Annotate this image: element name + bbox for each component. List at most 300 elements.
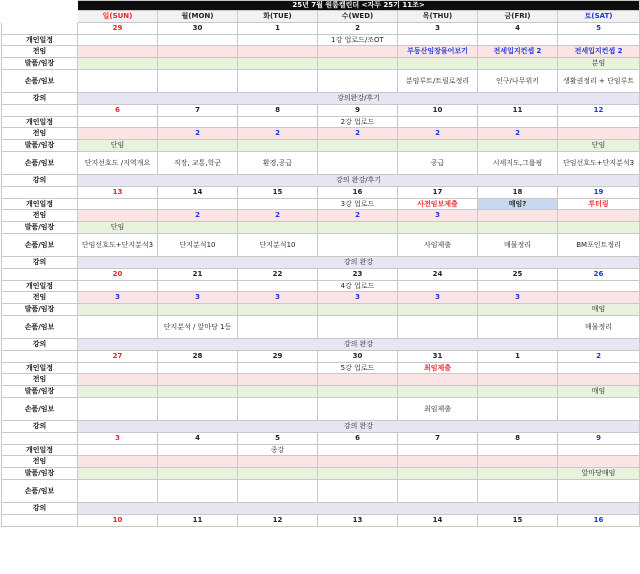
sz-cell[interactable]: 분임루트/트릴로정리 [398,70,478,93]
gd-cell[interactable] [478,222,558,234]
date-cell[interactable]: 7 [398,433,478,445]
gd-cell[interactable] [478,468,558,480]
date-cell[interactable]: 16 [558,515,640,527]
plan-cell[interactable] [398,281,478,292]
gd-cell[interactable]: 단임 [78,140,158,152]
gd-cell[interactable] [398,468,478,480]
pd-cell[interactable]: 전세입지컨셉 2 [478,46,558,58]
sz-cell[interactable]: 단지분석10 [158,234,238,257]
pd-cell[interactable]: 2 [478,128,558,140]
gd-cell[interactable] [398,222,478,234]
date-cell[interactable]: 20 [78,269,158,281]
pd-cell[interactable] [158,374,238,386]
gd-row [2,304,640,316]
pd-cell[interactable] [238,456,318,468]
pd-cell[interactable]: 2 [238,128,318,140]
pd-cell[interactable] [398,456,478,468]
weekday-sun: 일(SUN) [78,11,158,23]
plan-cell[interactable] [558,117,640,128]
gd-cell[interactable] [398,140,478,152]
gd-cell[interactable] [478,386,558,398]
date-row-label [2,269,78,281]
sz-cell[interactable] [318,234,398,257]
date-cell[interactable]: 11 [158,515,238,527]
date-cell[interactable]: 19 [558,187,640,199]
pd-cell[interactable] [318,46,398,58]
lecture-label: 강의 [2,93,78,105]
gd-cell[interactable] [238,58,318,70]
plan-cell[interactable] [398,117,478,128]
gd-cell[interactable]: 앞마당매임 [558,468,640,480]
date-row-label [2,433,78,445]
plan-cell[interactable] [558,445,640,456]
date-cell[interactable]: 3 [78,433,158,445]
plan-cell[interactable] [558,35,640,46]
sz-label: 손품/임보 [2,316,78,339]
date-row [2,23,640,35]
date-cell[interactable]: 24 [398,269,478,281]
date-cell[interactable]: 6 [78,105,158,117]
date-cell[interactable]: 15 [238,187,318,199]
gd-cell[interactable] [78,468,158,480]
pd-row [2,292,640,304]
date-row-label [2,187,78,199]
lecture-row [2,503,640,515]
sz-cell[interactable]: 단지분석 / 앞마당 1등 [158,316,238,339]
date-cell[interactable]: 27 [78,351,158,363]
weekday-tue: 화(TUE) [238,11,318,23]
plan-cell[interactable] [478,363,558,374]
gd-cell[interactable] [318,140,398,152]
date-cell[interactable]: 30 [158,23,238,35]
pd-row [2,46,640,58]
gd-cell[interactable] [238,386,318,398]
sz-cell[interactable] [478,316,558,339]
date-cell[interactable]: 10 [398,105,478,117]
plan-cell[interactable] [238,35,318,46]
plan-cell[interactable] [78,445,158,456]
gd-cell[interactable] [158,58,238,70]
pd-cell[interactable] [158,46,238,58]
pd-label: 전임 [2,128,78,140]
plan-cell[interactable] [478,281,558,292]
gd-cell[interactable]: 단임 [558,140,640,152]
plan-row [2,35,640,46]
date-cell[interactable]: 11 [478,105,558,117]
date-cell[interactable]: 2 [318,23,398,35]
sz-label: 손품/임보 [2,70,78,93]
date-row [2,187,640,199]
plan-cell[interactable] [78,363,158,374]
sz-cell[interactable]: 직장, 교통,학군 [158,152,238,175]
date-cell[interactable]: 16 [318,187,398,199]
pd-cell[interactable]: 2 [318,128,398,140]
plan-cell[interactable] [158,445,238,456]
gd-row [2,386,640,398]
date-cell[interactable]: 1 [238,23,318,35]
weekday-header-row [2,11,640,23]
pd-cell[interactable]: 3 [238,292,318,304]
gd-cell[interactable] [238,468,318,480]
sz-label: 손품/임보 [2,152,78,175]
lecture-row [2,175,640,187]
lecture-row [2,93,640,105]
gd-cell[interactable] [238,304,318,316]
gd-cell[interactable] [398,58,478,70]
gd-cell[interactable] [318,222,398,234]
pd-row [2,128,640,140]
lecture-row [2,257,640,269]
gd-cell[interactable]: 매임 [558,304,640,316]
pd-cell[interactable]: 3 [398,292,478,304]
pd-label: 전임 [2,46,78,58]
sz-cell[interactable] [78,398,158,421]
sz-cell[interactable]: 단지선호도 /지역개요 [78,152,158,175]
pd-cell[interactable]: 3 [398,210,478,222]
date-cell[interactable]: 6 [318,433,398,445]
plan-cell[interactable]: 종강 [238,445,318,456]
sz-cell[interactable]: 매물정리 [558,316,640,339]
plan-cell[interactable]: 투터링 [558,199,640,210]
calendar-title: 25년 7월 원룸캘린더 <자두 25기 11조> [78,1,640,11]
plan-cell[interactable] [78,117,158,128]
sz-cell[interactable] [398,316,478,339]
weekday-wed: 수(WED) [318,11,398,23]
sz-label: 손품/임보 [2,398,78,421]
sz-cell[interactable] [318,316,398,339]
pd-cell[interactable] [78,456,158,468]
plan-cell[interactable] [78,281,158,292]
pd-label: 전임 [2,374,78,386]
lecture-cell[interactable] [78,503,640,515]
pd-cell[interactable] [158,456,238,468]
plan-cell[interactable]: 2강 업로드 [318,117,398,128]
pd-cell[interactable]: 3 [478,292,558,304]
plan-cell[interactable]: 사전임보제출 [398,199,478,210]
pd-cell[interactable] [78,374,158,386]
sz-cell[interactable] [78,480,158,503]
gd-cell[interactable] [478,58,558,70]
lecture-cell[interactable]: 강의 완강 [78,257,640,269]
date-row [2,351,640,363]
sz-cell[interactable] [318,398,398,421]
sz-row [2,480,640,503]
gd-row [2,222,640,234]
sz-cell[interactable] [158,480,238,503]
date-row [2,105,640,117]
lecture-label: 강의 [2,503,78,515]
plan-row [2,199,640,210]
gd-label: 발품/임장 [2,386,78,398]
lecture-cell[interactable]: 강의 완강/후기 [78,175,640,187]
date-row [2,269,640,281]
plan-cell[interactable] [158,281,238,292]
gd-row [2,468,640,480]
gd-cell[interactable] [558,222,640,234]
sz-cell[interactable] [238,398,318,421]
plan-label: 개인일정 [2,35,78,46]
sz-cell[interactable]: 매물정리 [478,234,558,257]
pd-cell[interactable]: 2 [158,128,238,140]
plan-cell[interactable] [238,199,318,210]
gd-cell[interactable] [238,222,318,234]
gd-cell[interactable] [158,468,238,480]
plan-row [2,281,640,292]
plan-cell[interactable] [478,445,558,456]
sz-cell[interactable]: 환경,공급 [238,152,318,175]
plan-cell[interactable]: 1강 업로드/조OT [318,35,398,46]
plan-cell[interactable]: 4강 업로드 [318,281,398,292]
gd-cell[interactable] [478,140,558,152]
date-cell[interactable]: 10 [78,515,158,527]
weekday-mon: 월(MON) [158,11,238,23]
plan-cell[interactable] [398,445,478,456]
weekday-thu: 목(THU) [398,11,478,23]
plan-label: 개인일정 [2,363,78,374]
pd-cell[interactable]: 3 [158,292,238,304]
sz-row [2,398,640,421]
plan-cell[interactable]: 5강 업로드 [318,363,398,374]
sz-cell[interactable] [238,480,318,503]
date-row-label [2,515,78,527]
plan-cell[interactable] [158,363,238,374]
plan-row [2,445,640,456]
gd-cell[interactable] [398,386,478,398]
pd-cell[interactable]: 2 [158,210,238,222]
sz-cell[interactable]: 생활권정리 + 단임루트 [558,70,640,93]
date-cell[interactable]: 13 [318,515,398,527]
gd-cell[interactable] [238,140,318,152]
sz-cell[interactable] [318,70,398,93]
sz-row [2,234,640,257]
date-cell[interactable]: 14 [398,515,478,527]
plan-label: 개인일정 [2,199,78,210]
gd-label: 발품/임장 [2,58,78,70]
sz-cell[interactable] [558,480,640,503]
gd-label: 발품/임장 [2,140,78,152]
date-cell[interactable]: 14 [158,187,238,199]
plan-cell[interactable] [478,35,558,46]
lecture-label: 강의 [2,339,78,351]
calendar-table [1,0,640,527]
pd-cell[interactable] [238,374,318,386]
gd-row [2,140,640,152]
date-cell[interactable]: 22 [238,269,318,281]
date-cell[interactable]: 5 [558,23,640,35]
sz-cell[interactable]: 시세지도,그룹핑 [478,152,558,175]
date-cell[interactable]: 25 [478,269,558,281]
date-cell[interactable]: 15 [478,515,558,527]
date-row-partial [2,515,640,527]
sz-row [2,152,640,175]
sz-row [2,316,640,339]
sz-cell[interactable] [398,480,478,503]
sz-cell[interactable]: 공급 [398,152,478,175]
sz-label: 손품/임보 [2,234,78,257]
plan-cell[interactable] [318,445,398,456]
sz-cell[interactable]: 단임선호도+단지분석3 [558,152,640,175]
plan-cell[interactable] [238,363,318,374]
date-cell[interactable]: 4 [478,23,558,35]
plan-row [2,363,640,374]
gd-label: 발품/임장 [2,468,78,480]
plan-cell[interactable]: 3강 업로드 [318,199,398,210]
header-corner [2,11,78,23]
plan-cell[interactable] [478,117,558,128]
sz-label: 손품/임보 [2,480,78,503]
pd-cell[interactable]: 3 [318,292,398,304]
plan-cell[interactable] [238,281,318,292]
lecture-cell[interactable]: 강의 완강 [78,339,640,351]
pd-cell[interactable]: 3 [78,292,158,304]
date-cell[interactable]: 30 [318,351,398,363]
date-cell[interactable]: 2 [558,351,640,363]
lecture-cell[interactable]: 강의완강/후기 [78,93,640,105]
pd-cell[interactable] [558,374,640,386]
date-cell[interactable]: 9 [318,105,398,117]
plan-cell[interactable] [158,199,238,210]
sz-cell[interactable] [238,70,318,93]
date-cell[interactable]: 21 [158,269,238,281]
plan-cell[interactable] [558,281,640,292]
gd-cell[interactable] [318,386,398,398]
pd-cell[interactable] [398,374,478,386]
sz-cell[interactable] [78,70,158,93]
pd-cell[interactable] [318,374,398,386]
sz-cell[interactable] [318,152,398,175]
plan-cell[interactable] [78,35,158,46]
sz-cell[interactable] [478,398,558,421]
sz-cell[interactable] [158,70,238,93]
lecture-row [2,421,640,433]
gd-cell[interactable]: 단임 [78,222,158,234]
gd-cell[interactable] [158,222,238,234]
sz-cell[interactable] [478,480,558,503]
corner-cell [2,1,78,11]
gd-cell[interactable] [318,304,398,316]
sz-cell[interactable] [158,398,238,421]
date-cell[interactable]: 18 [478,187,558,199]
gd-cell[interactable] [398,304,478,316]
pd-cell[interactable]: 2 [318,210,398,222]
pd-cell[interactable]: 전세입지컨셉 2 [558,46,640,58]
plan-label: 개인일정 [2,117,78,128]
sz-cell[interactable] [318,480,398,503]
sz-cell[interactable]: 사임제출 [398,234,478,257]
date-cell[interactable]: 12 [238,515,318,527]
pd-cell[interactable] [478,456,558,468]
date-row-label [2,105,78,117]
date-cell[interactable]: 3 [398,23,478,35]
gd-cell[interactable] [318,58,398,70]
pd-cell[interactable] [78,210,158,222]
gd-cell[interactable] [158,304,238,316]
date-row-label [2,23,78,35]
pd-label: 전임 [2,456,78,468]
gd-cell[interactable] [78,386,158,398]
gd-cell[interactable] [478,304,558,316]
pd-cell[interactable] [318,456,398,468]
gd-cell[interactable] [318,468,398,480]
date-row-label [2,351,78,363]
plan-cell[interactable] [158,35,238,46]
plan-cell[interactable] [238,117,318,128]
pd-row [2,374,640,386]
date-cell[interactable]: 23 [318,269,398,281]
pd-row [2,210,640,222]
sz-cell[interactable]: 단임선호도+단지분석3 [78,234,158,257]
plan-cell[interactable] [78,199,158,210]
sz-cell[interactable] [558,398,640,421]
pd-cell[interactable]: 부동산임장물어보기 [398,46,478,58]
date-cell[interactable]: 8 [238,105,318,117]
pd-cell[interactable] [558,456,640,468]
date-cell[interactable]: 28 [158,351,238,363]
pd-cell[interactable] [238,46,318,58]
sz-cell[interactable]: 최임제출 [398,398,478,421]
date-cell[interactable]: 7 [158,105,238,117]
plan-cell[interactable] [558,363,640,374]
plan-label: 개인일정 [2,445,78,456]
pd-cell[interactable] [478,210,558,222]
date-cell[interactable]: 31 [398,351,478,363]
date-cell[interactable]: 29 [78,23,158,35]
date-row [2,433,640,445]
date-cell[interactable]: 8 [478,433,558,445]
date-cell[interactable]: 12 [558,105,640,117]
plan-cell[interactable]: 최임제출 [398,363,478,374]
date-cell[interactable]: 5 [238,433,318,445]
lecture-cell[interactable]: 강의 완강 [78,421,640,433]
lecture-label: 강의 [2,175,78,187]
pd-cell[interactable] [78,46,158,58]
gd-cell[interactable]: 매임 [558,386,640,398]
sz-cell[interactable] [78,316,158,339]
pd-cell[interactable] [558,128,640,140]
plan-cell[interactable] [158,117,238,128]
pd-cell[interactable] [558,210,640,222]
pd-cell[interactable] [478,374,558,386]
pd-cell[interactable]: 2 [398,128,478,140]
weekday-sat: 토(SAT) [558,11,640,23]
sz-cell[interactable]: BM포인트정리 [558,234,640,257]
pd-label: 전임 [2,210,78,222]
date-cell[interactable]: 9 [558,433,640,445]
gd-cell[interactable] [78,304,158,316]
plan-cell[interactable]: 매임? [478,199,558,210]
plan-cell[interactable] [398,35,478,46]
pd-cell[interactable]: 2 [238,210,318,222]
pd-row [2,456,640,468]
gd-cell[interactable] [158,386,238,398]
plan-row [2,117,640,128]
sz-cell[interactable] [238,316,318,339]
date-cell[interactable]: 4 [158,433,238,445]
date-cell[interactable]: 26 [558,269,640,281]
date-cell[interactable]: 29 [238,351,318,363]
date-cell[interactable]: 1 [478,351,558,363]
gd-cell[interactable] [78,58,158,70]
gd-cell[interactable] [158,140,238,152]
gd-cell[interactable]: 분임 [558,58,640,70]
date-cell[interactable]: 17 [398,187,478,199]
pd-cell[interactable] [78,128,158,140]
pd-cell[interactable] [558,292,640,304]
lecture-label: 강의 [2,421,78,433]
sz-cell[interactable]: 단지분석10 [238,234,318,257]
date-cell[interactable]: 13 [78,187,158,199]
sz-cell[interactable]: 인구/나무위키 [478,70,558,93]
